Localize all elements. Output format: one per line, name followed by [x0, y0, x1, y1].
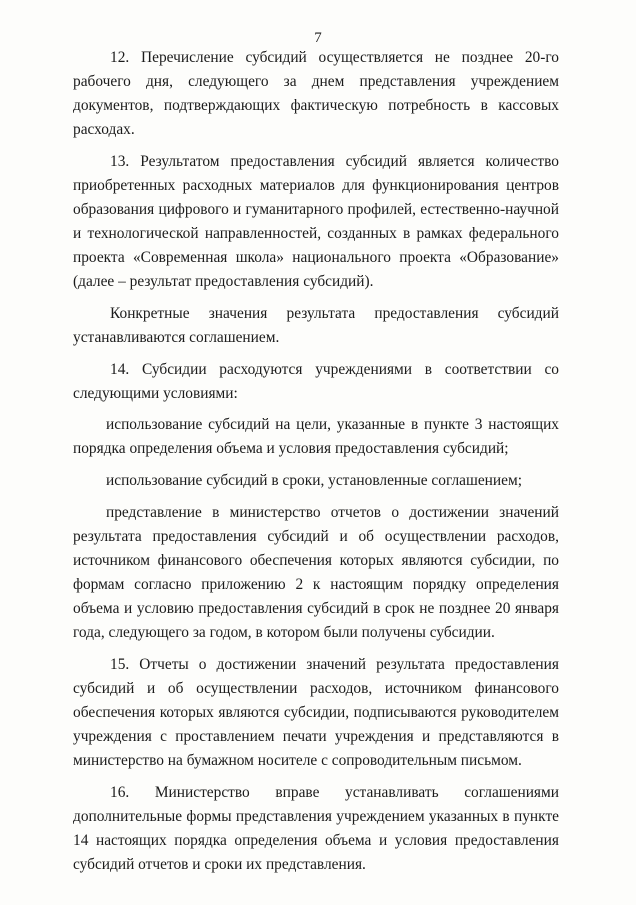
paragraph-15: 15. Отчеты о достижении значений результата предоставления субсидий и об осуществлении расходов, источником финансового обеспечения которых являются субсидии, подписываются руководителем учреждения с проставлением печати учреждения и представляются в министерство на бумажном носителе с сопроводительным письмом. [73, 655, 559, 770]
paragraph-13: 13. Результатом предоставления субсидий является количество приобретенных расходных материалов для функционирования центров образования цифрового и гуманитарного профилей, естественно-научной и технологической направленностей, созданных в рамках федерального проекта «Современная школа» национального проекта «Образование» (далее – результат предоставления субсидий). [73, 152, 559, 291]
document-body [73, 46, 559, 885]
condition-terms: использование субсидий в сроки, установленные соглашением; [106, 472, 522, 489]
paragraph-13-values: Конкретные значения результата предоставления субсидий устанавливаются соглашением. [73, 304, 559, 347]
condition-reports: представление в министерство отчетов о достижении значений результата предоставления субсидий и об осуществлении расходов, источником финансового обеспечения которых являются субсидии, по формам согласно приложению 2 к настоящим порядку определения объема и условию предоставления субсидий в срок не позднее 20 января года, следующего за годом, в котором были получены субсидии. [73, 503, 559, 642]
paragraph-16: 16. Министерство вправе устанавливать соглашениями дополнительные формы представления учреждением указанных в пункте 14 настоящих порядка определения объема и условия предоставления субсидий отчетов и сроки их представления. [73, 783, 559, 873]
page-number: 7 [314, 30, 322, 46]
paragraph-14: 14. Субсидии расходуются учреждениями в соответствии со следующими условиями: [73, 360, 559, 402]
condition-purpose: использование субсидий на цели, указанные в пункте 3 настоящих порядка определения объема и условия предоставления субсидий; [73, 416, 559, 458]
paragraph-12: 12. Перечисление субсидий осуществляется не позднее 20-го рабочего дня, следующего за днем представления учреждением документов, подтверждающих фактическую потребность в кассовых расходах. [73, 49, 559, 139]
